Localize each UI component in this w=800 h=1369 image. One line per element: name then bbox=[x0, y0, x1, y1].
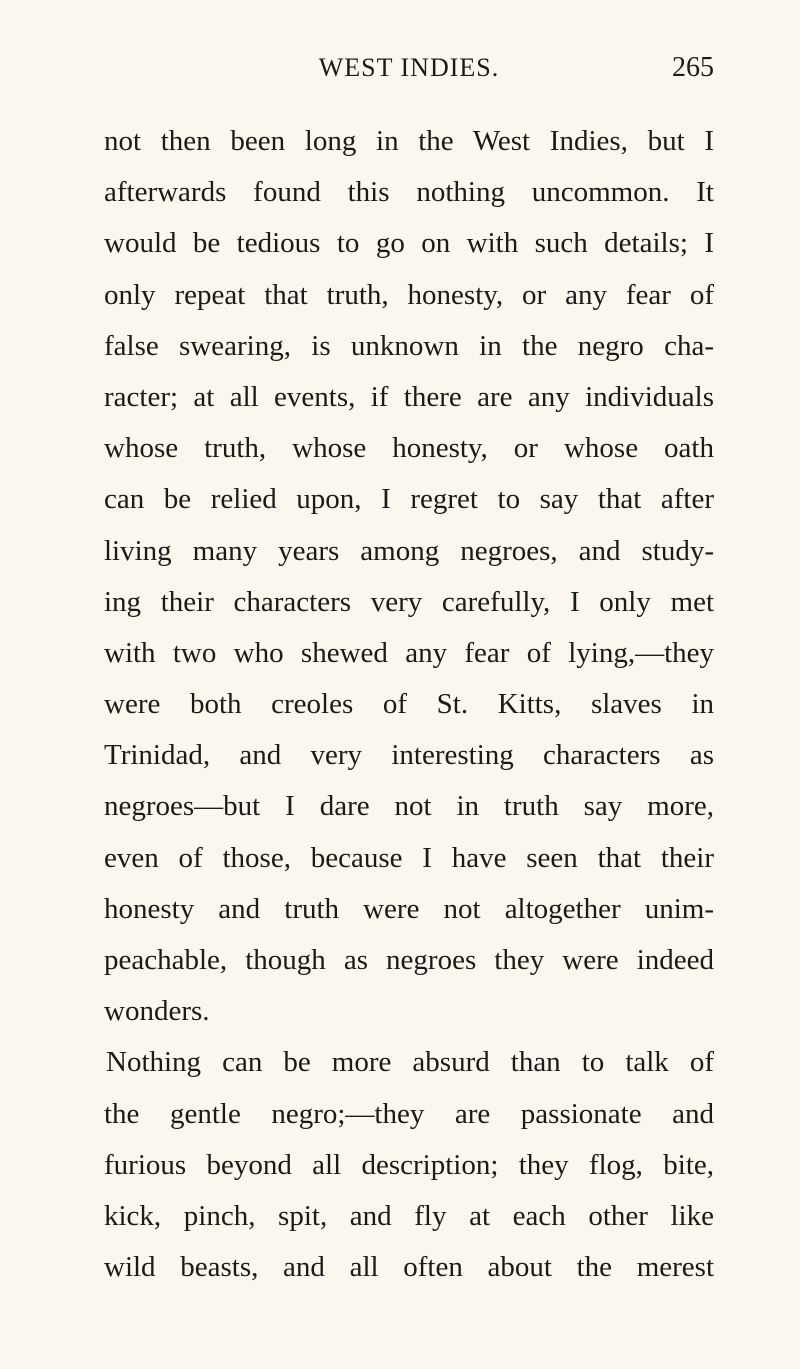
running-title: WEST INDIES. bbox=[318, 53, 500, 82]
text-line: Nothing can be more absurd than to talk of bbox=[106, 1046, 714, 1079]
text-line: with two who shewed any fear of lying,—they bbox=[104, 636, 714, 669]
page-number: 265 bbox=[672, 52, 714, 83]
text-line: not then been long in the West Indies, but I bbox=[104, 125, 714, 157]
text-line: peachable, though as negroes they were indeed bbox=[104, 944, 714, 976]
paragraph-1 bbox=[104, 116, 714, 1037]
text-line: only repeat that truth, honesty, or any fear of bbox=[104, 278, 714, 311]
text-line: Trinidad, and very interesting characters as bbox=[104, 739, 714, 772]
text-line: wonders. bbox=[104, 995, 210, 1028]
text-line: the gentle negro;—they are passionate and bbox=[104, 1097, 714, 1130]
text-line: even of those, because I have seen that their bbox=[104, 841, 714, 874]
text-line: kick, pinch, spit, and fly at each other like bbox=[104, 1199, 714, 1232]
text-line: racter; at all events, if there are any individuals bbox=[104, 380, 714, 413]
text-line: honesty and truth were not altogether unim- bbox=[104, 892, 714, 925]
text-line: false swearing, is unknown in the negro cha- bbox=[104, 329, 714, 362]
text-line: ing their characters very carefully, I only met bbox=[104, 585, 714, 618]
text-line: whose truth, whose honesty, or whose oath bbox=[104, 432, 714, 465]
text-line: wild beasts, and all often about the merest bbox=[104, 1251, 714, 1284]
text-line: were both creoles of St. Kitts, slaves in bbox=[104, 688, 714, 721]
text-line: afterwards found this nothing uncommon. It bbox=[104, 176, 714, 209]
text-line: furious beyond all description; they flog, bite, bbox=[104, 1148, 714, 1181]
text-line: would be tedious to go on with such details; I bbox=[104, 227, 714, 260]
text-line: negroes—but I dare not in truth say more, bbox=[104, 790, 714, 823]
running-header bbox=[104, 48, 714, 88]
text-line: living many years among negroes, and study- bbox=[104, 534, 714, 567]
body-text bbox=[104, 116, 714, 1293]
text-line: can be relied upon, I regret to say that after bbox=[104, 483, 714, 516]
paragraph-2 bbox=[104, 1037, 714, 1293]
